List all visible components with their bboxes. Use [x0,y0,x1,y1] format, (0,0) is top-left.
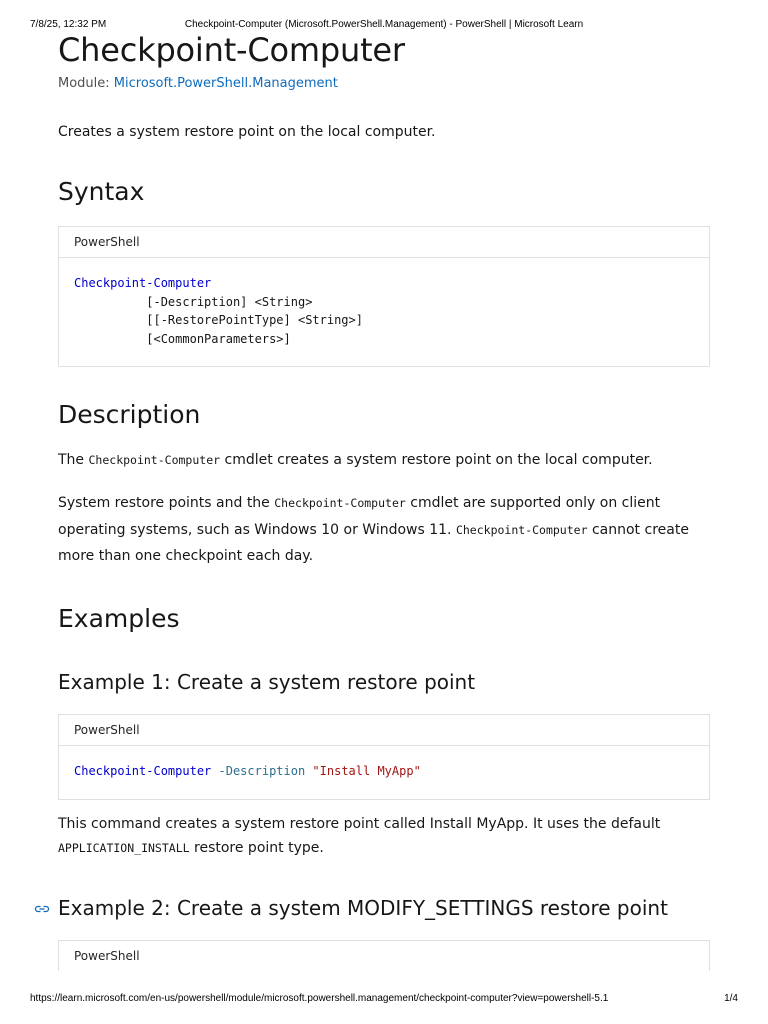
description-paragraph-1: The Checkpoint-Computer cmdlet creates a system restore point on the local computer. [58,452,653,468]
print-date: 7/8/25, 12:32 PM [30,19,107,30]
description-heading: Description [58,400,201,429]
example-1-code[interactable] [59,746,709,799]
code-line: [-Description] <String> [74,294,313,309]
code-language-label: PowerShell [59,715,709,746]
example-1-code-block [58,714,710,800]
example-2-heading [58,894,668,922]
code-language-label: PowerShell [74,949,140,963]
example-1-description: This command creates a system restore point called Install MyApp. It uses the default APPLICATION_INSTALL restore point type. [58,816,661,856]
code-parameter: -Description [211,764,306,778]
code-language-label: PowerShell [59,227,709,258]
example-2-heading-text: Example 2: Create a system MODIFY_SETTINGS restore point [58,896,668,920]
example-1-heading: Example 1: Create a system restore point [58,670,476,694]
code-line: [<CommonParameters>] [74,331,291,346]
print-page-title: Checkpoint-Computer (Microsoft.PowerShell.Management) - PowerShell | Microsoft Learn [184,19,584,30]
module-line [58,75,338,93]
code-cmdlet: Checkpoint-Computer [74,764,212,778]
print-url: https://learn.microsoft.com/en-us/powershell/module/microsoft.powershell.management/checkpoint-computer?view=powershell-5.1 [30,993,609,1004]
examples-heading: Examples [58,604,180,633]
inline-code: Checkpoint-Computer [88,453,221,467]
inline-code: Checkpoint-Computer [274,496,406,510]
inline-code: APPLICATION_INSTALL [58,841,190,855]
code-string: "Install MyApp" [305,764,421,778]
summary: Creates a system restore point on the local computer. [58,124,436,140]
print-page-number: 1/4 [724,993,738,1004]
example-2-code-block [58,940,710,971]
description-paragraph-2: System restore points and the Checkpoint-Computer cmdlet are supported only on client operating systems, such as Windows 10 or Windows 11. Checkpoint-Computer cannot create more than one checkpoint each day. [58,495,689,564]
inline-code: Checkpoint-Computer [455,522,588,537]
code-cmdlet: Checkpoint-Computer [74,276,212,290]
code-line: [[-RestorePointType] <String>] [74,313,363,327]
syntax-code-block [58,226,710,367]
module-label: Module: [58,76,110,91]
syntax-code[interactable] [59,258,709,366]
page-title: Checkpoint-Computer [58,31,405,69]
module-link[interactable]: Microsoft.PowerShell.Management [113,76,338,91]
link-icon[interactable] [34,903,50,915]
syntax-heading: Syntax [58,177,145,206]
print-footer [0,992,768,1008]
